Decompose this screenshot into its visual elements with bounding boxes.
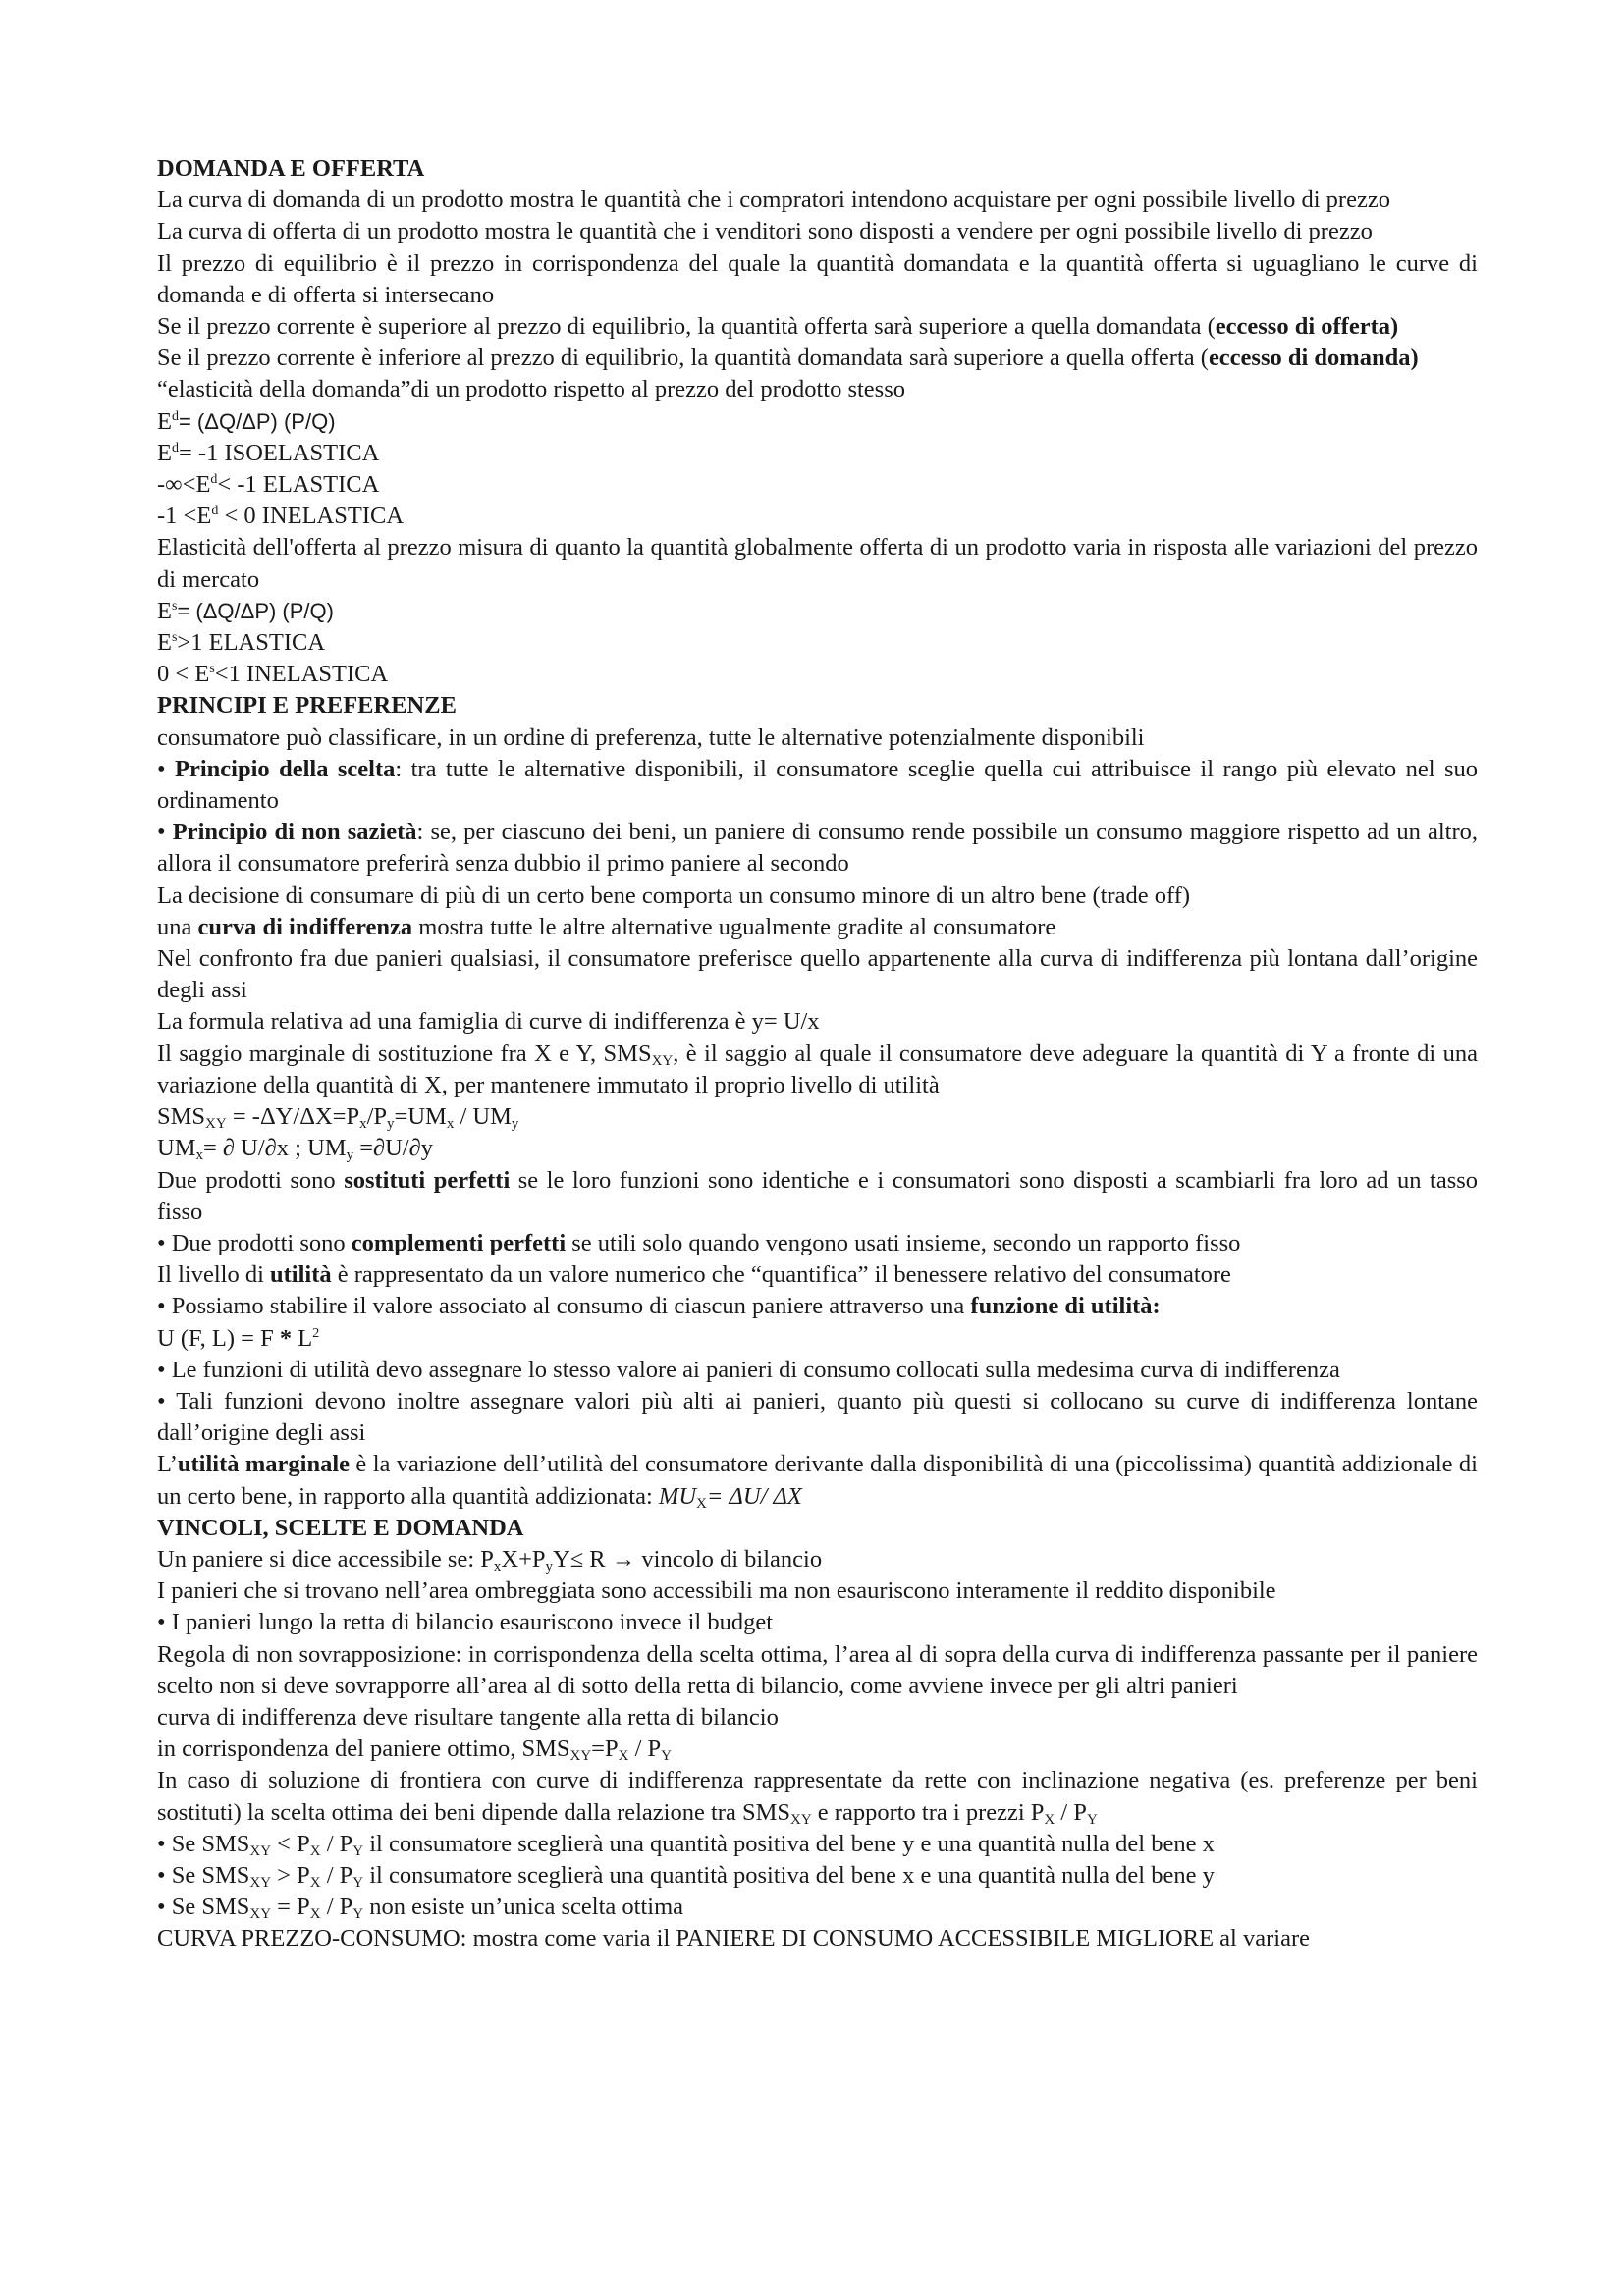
text: /P (366, 1103, 388, 1131)
text: E (157, 629, 172, 657)
text: = P (271, 1894, 310, 1921)
text: una (157, 913, 198, 940)
bullet: • (157, 819, 173, 846)
subscript: X (309, 1906, 321, 1923)
text: < P (271, 1830, 310, 1857)
text: / P (320, 1894, 353, 1921)
text: : tra tutte le alternative disponibili, il consumatore sceglie quella cui attribuisce il rango più elevato nel suo ordinamento (157, 755, 1479, 815)
text: Il livello di (157, 1261, 270, 1289)
text: / P (320, 1830, 353, 1857)
paragraph: Il prezzo di equilibrio è il prezzo in corrispondenza del quale la quantità domandata e la quantità offerta si uguagliano le curve di domanda e di offerta si intersecano (157, 249, 1478, 308)
document-page (157, 153, 1478, 1955)
superscript: d (210, 472, 218, 488)
formula (157, 596, 1478, 627)
formula (157, 1323, 1478, 1355)
paragraph (157, 343, 1478, 374)
text: 0 < E (157, 661, 210, 688)
text: : se, per ciascuno dei beni, un paniere di consumo rende possibile un consumo maggiore rispetto ad un altro, allora il consumatore preferirà senza dubbio il primo paniere al secondo (157, 819, 1478, 878)
paragraph: curva di indifferenza deve risultare tangente alla retta di bilancio (157, 1703, 779, 1731)
subscript: X (1044, 1811, 1055, 1828)
bold-text: complementi perfetti (351, 1229, 567, 1256)
text: se utili solo quando vengono usati insieme, secondo un rapporto fisso (566, 1229, 1241, 1256)
formula (157, 627, 1478, 659)
text: E (157, 597, 172, 624)
superscript: d (211, 504, 219, 519)
bullet-item (157, 754, 1478, 817)
text: >1 ELASTICA (177, 629, 326, 657)
bullet-item (157, 1892, 1478, 1923)
subscript: X (696, 1495, 707, 1512)
section-title-domanda-offerta: DOMANDA E OFFERTA (157, 155, 425, 182)
subscript: x (359, 1116, 367, 1133)
text: <1 INELASTICA (214, 661, 389, 688)
bullet-item: • I panieri lungo la retta di bilancio esauriscono invece il budget (157, 1609, 773, 1636)
text: , è il saggio al quale il consumatore deve adeguare la quantità di Y a fronte di una variazione della quantità di X, per mantenere immutato il proprio livello di utilità (157, 1040, 1478, 1098)
text: L (292, 1324, 313, 1352)
bold-text: Principio della scelta (175, 755, 396, 782)
text: • Se SMS (157, 1861, 250, 1889)
subscript: XY (569, 1748, 592, 1765)
paragraph (157, 1544, 1478, 1575)
paragraph: CURVA PREZZO-CONSUMO: mostra come varia il PANIERE DI CONSUMO ACCESSIBILE MIGLIORE al variare (157, 1925, 1310, 1952)
paragraph (157, 1765, 1478, 1828)
text: In caso di soluzione di frontiera con curve di indifferenza rappresentate da rette con inclinazione negativa (es. preferenze per beni sostituti) la scelta ottima dei beni dipende dalla relazione tra SMS (157, 1767, 1478, 1826)
subscript: y (346, 1148, 354, 1164)
text: • Se SMS (157, 1894, 250, 1921)
text: il consumatore sceglierà una quantità positiva del bene x e una quantità nulla del bene y (363, 1861, 1215, 1889)
paragraph: “elasticità della domanda”di un prodotto rispetto al prezzo del prodotto stesso (157, 376, 906, 403)
text: è la variazione dell’utilità del consumatore derivante dalla disponibilità di una (piccolissima) quantità addizionale di un certo bene, in rapporto alla quantità addizionata: (157, 1451, 1478, 1510)
subscript: Y (661, 1748, 672, 1765)
italic-text: MU (658, 1482, 697, 1510)
bold-text: Principio di non sazietà (172, 819, 417, 846)
text: X+P (501, 1545, 546, 1573)
superscript: s (209, 662, 215, 677)
paragraph (157, 1449, 1478, 1512)
paragraph: Nel confronto fra due panieri qualsiasi, il consumatore preferisce quello appartenente alla curva di indifferenza più lontana dall’origine degli assi (157, 945, 1478, 1004)
text: / UM (454, 1103, 512, 1131)
text: =∂U/∂y (353, 1135, 433, 1162)
text: < 0 INELASTICA (218, 503, 405, 530)
subscript: X (618, 1748, 629, 1765)
text: =P (591, 1735, 619, 1763)
text: = (ΔQ/ΔP) (P/Q) (178, 408, 336, 434)
paragraph (157, 1165, 1478, 1228)
bold-text: curva di indifferenza (197, 913, 413, 940)
text: = (ΔQ/ΔP) (P/Q) (177, 598, 334, 623)
formula (157, 406, 1478, 438)
subscript: Y (352, 1906, 364, 1923)
text: UM (157, 1135, 196, 1162)
subscript: y (511, 1116, 519, 1133)
subscript: x (195, 1148, 203, 1164)
subscript: Y (352, 1842, 364, 1859)
formula (157, 469, 1478, 501)
paragraph: I panieri che si trovano nell’area ombreggiata sono accessibili ma non esauriscono interamente il reddito disponibile (157, 1577, 1276, 1605)
bullet-item: • Tali funzioni devono inoltre assegnare valori più alti ai panieri, quanto più questi si collocano su curve di indifferenza lontane dall’origine degli assi (157, 1387, 1478, 1447)
subscript: x (493, 1558, 502, 1575)
text: Y≤ R → vincolo di bilancio (553, 1545, 823, 1573)
text: e rapporto tra i prezzi P (811, 1798, 1045, 1826)
text: E (157, 407, 172, 435)
text: il consumatore sceglierà una quantità positiva del bene y e una quantità nulla del bene x (363, 1830, 1215, 1857)
bold-text: utilità (270, 1261, 332, 1289)
text: < -1 ELASTICA (217, 471, 380, 499)
text: = ∂ U/∂x ; UM (202, 1135, 347, 1162)
text: in corrispondenza del paniere ottimo, SMS (157, 1735, 570, 1763)
text: se le loro funzioni sono identiche e i consumatori sono disposti a scambiarli fra loro ad un tasso fisso (157, 1166, 1479, 1225)
subscript: x (446, 1116, 455, 1133)
bullet-item (157, 1291, 1478, 1322)
text: • Possiamo stabilire il valore associato al consumo di ciascun paniere attraverso una (157, 1293, 971, 1320)
formula (157, 438, 1478, 469)
paragraph (157, 912, 1478, 943)
section-title-principi-preferenze: PRINCIPI E PREFERENZE (157, 692, 457, 720)
text: Un paniere si dice accessibile se: P (157, 1545, 494, 1573)
formula (157, 1101, 1478, 1133)
formula (157, 659, 1478, 690)
subscript: XY (249, 1842, 272, 1859)
text: • Se SMS (157, 1830, 250, 1857)
subscript: y (387, 1116, 395, 1133)
subscript: Y (352, 1874, 364, 1891)
paragraph: La decisione di consumare di più di un certo bene comporta un consumo minore di un altro bene (trade off) (157, 881, 1191, 909)
text: -1 <E (157, 503, 212, 530)
text: Se il prezzo corrente è inferiore al prezzo di equilibrio, la quantità domandata sarà superiore a quella offerta ( (157, 345, 1209, 372)
bold-text: * (279, 1324, 293, 1352)
bold-text: utilità marginale (177, 1451, 351, 1478)
text: Il saggio marginale di sostituzione fra X e Y, SMS (157, 1040, 652, 1067)
paragraph (157, 311, 1478, 343)
superscript: d (171, 440, 179, 455)
text: -∞<E (157, 471, 211, 499)
superscript: 2 (312, 1325, 320, 1341)
bullet-item (157, 1860, 1478, 1892)
subscript: XY (249, 1874, 272, 1891)
formula (157, 1133, 1478, 1164)
bold-text: eccesso di domanda) (1208, 345, 1419, 372)
subscript: Y (1086, 1811, 1098, 1828)
text: • Due prodotti sono (157, 1229, 352, 1256)
subscript: XY (205, 1116, 227, 1133)
text: = -ΔY/ΔX=P (226, 1103, 360, 1131)
text: =UM (394, 1103, 447, 1131)
paragraph (157, 1259, 1478, 1291)
text: = -1 ISOELASTICA (178, 439, 380, 466)
text: E (157, 439, 172, 466)
subscript: XY (249, 1906, 272, 1923)
text: mostra tutte le altre alternative ugualmente gradite al consumatore (412, 913, 1056, 940)
text: non esiste un’unica scelta ottima (363, 1894, 684, 1921)
text: L’ (157, 1451, 178, 1478)
text: / P (320, 1861, 353, 1889)
text: > P (271, 1861, 310, 1889)
text: SMS (157, 1103, 206, 1131)
paragraph (157, 1039, 1478, 1101)
bullet-item (157, 817, 1478, 880)
bullet-item (157, 1228, 1478, 1259)
paragraph: consumatore può classificare, in un ordine di preferenza, tutte le alternative potenzialmente disponibili (157, 723, 1145, 751)
superscript: d (171, 408, 179, 424)
text: / P (628, 1735, 662, 1763)
paragraph: La formula relativa ad una famiglia di curve di indifferenza è y= U/x (157, 1008, 820, 1036)
italic-text: = ΔU/ ΔX (706, 1482, 802, 1510)
formula (157, 501, 1478, 532)
text: Se il prezzo corrente è superiore al prezzo di equilibrio, la quantità offerta sarà superiore a quella domandata ( (157, 313, 1216, 341)
formula (157, 1734, 1478, 1765)
subscript: XY (790, 1811, 812, 1828)
paragraph: La curva di domanda di un prodotto mostra le quantità che i compratori intendono acquistare per ogni possibile livello di prezzo (157, 187, 1390, 214)
paragraph: Elasticità dell'offerta al prezzo misura di quanto la quantità globalmente offerta di un prodotto varia in risposta alle variazioni del prezzo di mercato (157, 534, 1478, 593)
superscript: s (171, 598, 178, 614)
bold-text: sostituti perfetti (344, 1166, 511, 1194)
subscript: y (545, 1558, 554, 1575)
bullet-item (157, 1829, 1478, 1860)
bullet-item: • Le funzioni di utilità devo assegnare lo stesso valore ai panieri di consumo collocati sulla medesima curva di indifferenza (157, 1356, 1340, 1383)
bold-text: funzione di utilità: (970, 1293, 1161, 1320)
superscript: s (171, 630, 178, 646)
text: U (F, L) = F (157, 1324, 280, 1352)
bullet: • (157, 755, 176, 782)
paragraph: La curva di offerta di un prodotto mostra le quantità che i venditori sono disposti a vendere per ogni possibile livello di prezzo (157, 218, 1373, 245)
paragraph: Regola di non sovrapposizione: in corrispondenza della scelta ottima, l’area al di sopra della curva di indifferenza passante per il paniere scelto non si deve sovrapporre all’area al di sotto della retta di bilancio, come avviene invece per gli altri panieri (157, 1640, 1478, 1699)
section-title-vincoli: VINCOLI, SCELTE E DOMANDA (157, 1514, 524, 1541)
subscript: X (309, 1842, 321, 1859)
subscript: X (309, 1874, 321, 1891)
text: è rappresentato da un valore numerico che “quantifica” il benessere relativo del consumatore (331, 1261, 1231, 1289)
subscript: XY (651, 1052, 674, 1069)
bold-text: eccesso di offerta) (1215, 313, 1399, 341)
text: / P (1055, 1798, 1087, 1826)
text: Due prodotti sono (157, 1166, 345, 1194)
